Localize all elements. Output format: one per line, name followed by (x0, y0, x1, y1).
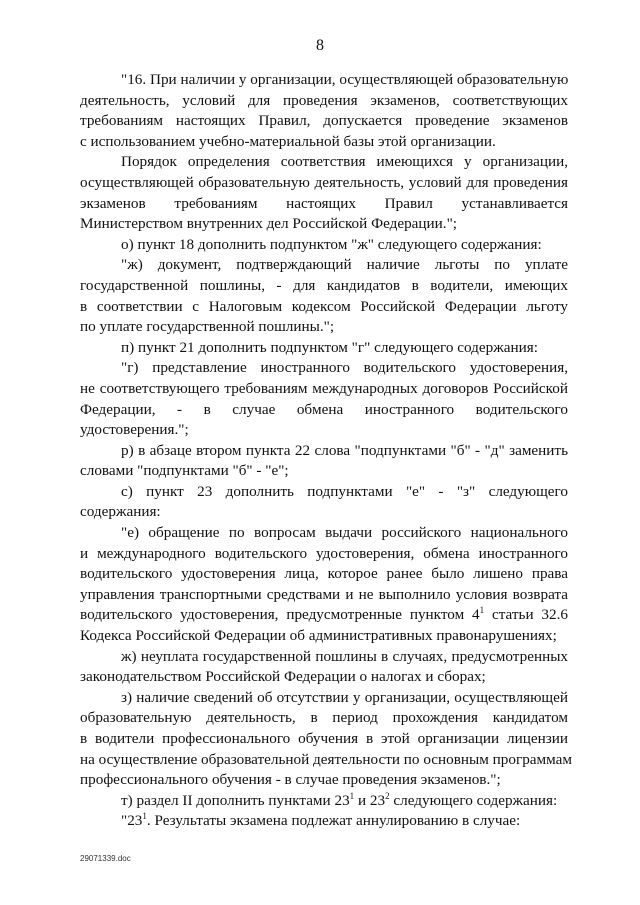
text-line: "е) обращение по вопросам выдачи российского национального (121, 524, 568, 542)
text-line: содержания: (80, 503, 161, 521)
text-segment: и 23 (354, 791, 386, 809)
text-line: экзаменов требованиям настоящих Правил устанавливается (80, 194, 568, 212)
superscript: 1 (142, 811, 147, 822)
page-number: 8 (316, 37, 324, 54)
text-segment: следующего содержания: (389, 791, 558, 809)
text-line: с) пункт 23 дополнить подпунктами "е" - "з" следующего (121, 482, 568, 500)
text-line: на осуществление образовательной деятельности по основным программам (80, 750, 573, 768)
text-segment: т) раздел II дополнить пунктами 23 (121, 791, 350, 809)
paragraph-subitem-zh (80, 255, 568, 337)
text-line: п) пункт 21 дополнить подпунктом "г" следующего содержания: (121, 338, 538, 356)
paragraph-order (80, 152, 568, 234)
text-line: и международного водительского удостоверения, обмена иностранного (80, 544, 568, 562)
text-segment: водительского удостоверения, предусмотренные пунктом 4 (80, 606, 480, 624)
text-line: "16. При наличии у организации, осуществляющей образовательную (121, 71, 569, 88)
text-line: удостоверения."; (80, 421, 189, 439)
text-line: "г) представление иностранного водительского удостоверения, (121, 359, 568, 377)
text-line: деятельность, условий для проведения экзаменов, соответствующих (80, 91, 568, 109)
text-segment: . Результаты экзамена подлежат аннулированию в случае: (146, 812, 521, 830)
text-line: водительского удостоверения лица, которое ранее было лишено права (80, 565, 568, 583)
text-line: в водители профессионального обучения в этой организации лицензии (80, 730, 568, 747)
superscript: 1 (349, 790, 355, 801)
paragraph-item-s (80, 482, 568, 523)
text-line-with-superscript (80, 791, 568, 812)
paragraph-item-t (80, 791, 568, 812)
text-line: о) пункт 18 дополнить подпунктом "ж" следующего содержания: (121, 235, 542, 253)
paragraph-item-r (80, 441, 568, 482)
text-line: образовательную деятельность, в период прохождения кандидатом (80, 709, 568, 727)
paragraph-subitem-zh2 (80, 647, 568, 688)
text-line: государственной пошлины, - для кандидатов в водители, имеющих (80, 276, 568, 294)
text-segment: "23 (121, 812, 143, 830)
text-line: словами "подпунктами "б" - "е"; (80, 462, 289, 480)
text-line: по уплате государственной пошлины."; (80, 318, 335, 336)
text-line: Федерации, - в случае обмена иностранного водительского (80, 400, 568, 418)
text-line-with-superscript (80, 811, 568, 832)
text-line: Министерством внутренних дел Российской Федерации."; (80, 215, 458, 233)
text-line: з) наличие сведений об отсутствии у организации, осуществляющей (121, 688, 568, 706)
paragraph-subitem-z (80, 688, 573, 791)
superscript: 1 (479, 605, 485, 616)
footer-filename: 29071339.doc (80, 854, 131, 863)
text-line: не соответствующего требованиям международных договоров Российской (80, 379, 568, 397)
text-line: Кодекса Российской Федерации об административных правонарушениях; (80, 627, 557, 645)
text-line: профессионального обучения - в случае проведения экзаменов."; (80, 771, 501, 789)
document-body (80, 70, 573, 832)
text-line-with-superscript (80, 605, 568, 626)
paragraph-23-1 (80, 811, 568, 832)
text-line: в соответствии с Налоговым кодексом Российской Федерации льготу (80, 297, 568, 315)
text-line: Порядок определения соответствия имеющихся у организации, (121, 153, 568, 171)
text-line: с использованием учебно-материальной базы этой организации. (80, 132, 496, 150)
text-line: законодательством Российской Федерации о налогах и сборах; (80, 668, 486, 686)
text-line: осуществляющей образовательную деятельность, условий для проведения (80, 173, 568, 191)
text-line: р) в абзаце втором пункта 22 слова "подпунктами "б" - "д" заменить (121, 441, 568, 459)
text-line: ж) неуплата государственной пошлины в случаях, предусмотренных (121, 647, 568, 665)
superscript: 2 (385, 790, 390, 801)
paragraph-16 (80, 70, 568, 152)
text-line: управления транспортными средствами и не выполнило условия возврата (80, 585, 568, 603)
paragraph-subitem-e (80, 523, 568, 647)
paragraph-item-p (80, 338, 568, 359)
paragraph-item-o (80, 235, 568, 256)
paragraph-subitem-g (80, 358, 568, 440)
text-line: требованиям настоящих Правил, допускается проведение экзаменов (80, 112, 568, 130)
text-segment: статьи 32.6 (484, 606, 569, 624)
text-line: "ж) документ, подтверждающий наличие льготы по уплате (121, 256, 568, 274)
